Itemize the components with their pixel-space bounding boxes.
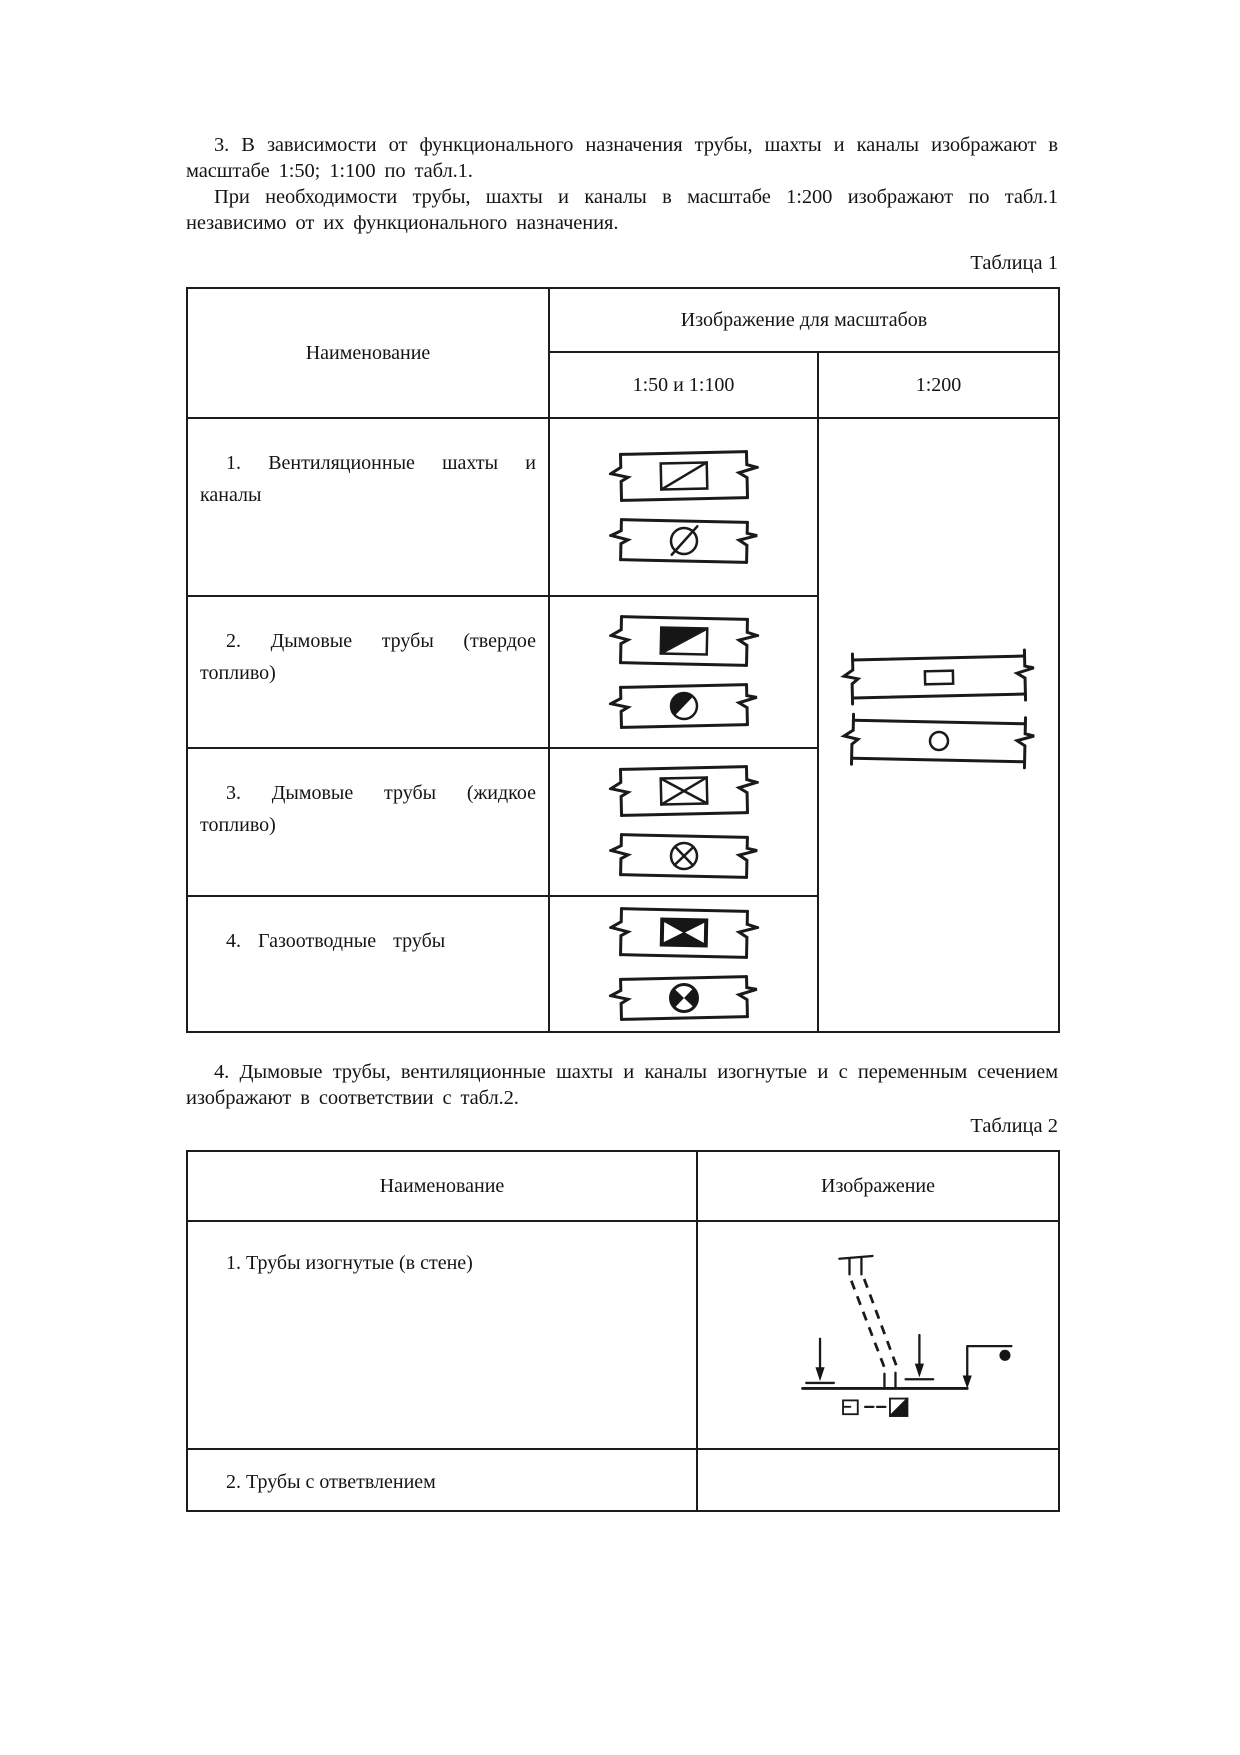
table2-row2-label: 2. Трубы с ответвлением [187,1449,697,1511]
vent-shaft-rect-icon [608,445,759,506]
table-row [187,418,1059,596]
smoke-solid-rect-icon [608,610,759,671]
table2-row1-label: 1. Трубы изогнутые (в стене) [187,1221,697,1449]
table-2 [186,1150,1060,1512]
table-row [187,1449,1059,1511]
table2-header-name: Наименование [187,1151,697,1221]
row4-label: 4. Газоотводные трубы [187,896,549,1032]
table2-caption: Таблица 2 [970,1115,1058,1137]
table2-row2-image-cell [697,1449,1059,1511]
gas-pipe-circle-icon [608,970,759,1025]
row2-label: 2. Дымовые трубы (твердое топливо) [187,596,549,748]
vent-shaft-circle-icon [608,513,759,568]
paragraph-3-sentence-1: 3. В зависимости от функционального назначения трубы, шахты и каналы изображают в масштабе 1:50; 1:100 по табл.1. [186,134,1058,182]
table1-caption: Таблица 1 [970,252,1058,274]
row3-label: 3. Дымовые трубы (жидкое топливо) [187,748,549,896]
page-content [186,0,1058,1512]
smoke-liquid-rect-icon [608,760,759,821]
bent-pipe-in-wall-diagram [740,1244,1016,1428]
table2-header-image: Изображение [697,1151,1059,1221]
row1-label: 1. Вентиляционные шахты и каналы [187,418,549,596]
row3-symbols-cell [549,748,818,896]
gas-pipe-rect-icon [608,902,759,963]
paragraph-3-sentence-2: При необходимости трубы, шахты и каналы в масштабе 1:200 изображают по табл.1 независимо от их функционального назначения. [186,186,1058,234]
wall-bar-small-circle-icon [838,712,1039,770]
table1-header-scale-large: 1:200 [818,352,1059,418]
smoke-liquid-circle-icon [608,828,759,883]
table1-header-scale-small: 1:50 и 1:100 [549,352,818,418]
paragraph-4: 4. Дымовые трубы, вентиляционные шахты и каналы изогнутые и с переменным сечением изображают в соответствии с табл.2. [186,1061,1058,1109]
row4-symbols-cell [549,896,818,1032]
row1-symbols-cell [549,418,818,596]
table1-header-name: Наименование [187,288,549,418]
row2-symbols-cell [549,596,818,748]
smoke-solid-circle-icon [608,678,759,733]
table1-header-images: Изображение для масштабов [549,288,1059,352]
scale200-symbols-cell [818,418,1059,1032]
table-1 [186,287,1060,1033]
table2-row1-diagram-cell [697,1221,1059,1449]
table-row [187,1221,1059,1449]
wall-bar-small-rect-icon [838,648,1039,707]
